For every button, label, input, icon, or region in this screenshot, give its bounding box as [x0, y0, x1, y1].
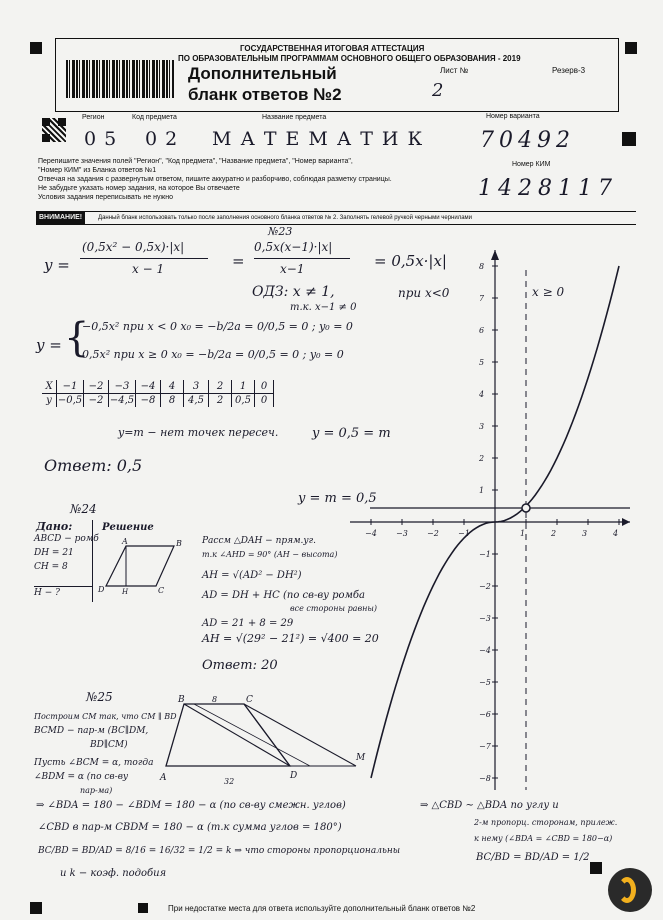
fraction1-den: x − 1	[132, 262, 165, 276]
subject-name-value: МАТЕМАТИК	[212, 128, 432, 150]
kim-label: Номер КИМ	[512, 161, 551, 168]
fraction1-bar	[80, 258, 208, 259]
table-cell-x: 4	[161, 380, 184, 393]
region-label: Регион	[82, 114, 105, 121]
y-tick-label: 4	[479, 390, 485, 399]
system-line-1: −0,5x² при x < 0 x₀ = −b/2a = 0/0,5 = 0 ; y₀ = 0	[82, 320, 353, 333]
given-label: Дано:	[36, 520, 73, 533]
variant-label: Номер варианта	[486, 113, 540, 120]
odz: ОДЗ: x ≠ 1,	[252, 284, 335, 300]
solution25-left: BCMD − пар-м (BC∥DM,	[34, 726, 149, 736]
odz-reason: т.к. x−1 ≠ 0	[290, 302, 357, 313]
y-tick-label: −1	[479, 550, 491, 559]
subject-name-label: Название предмета	[262, 114, 327, 121]
y-tick-label: −4	[479, 646, 491, 655]
system-y: y =	[36, 336, 62, 354]
formula-y: y =	[44, 256, 70, 274]
registration-mark	[30, 902, 42, 914]
task25-number: №25	[86, 690, 113, 704]
x-tick-label: 4	[613, 529, 619, 538]
table-cell-x: 0	[255, 380, 274, 393]
x-tick-label: 2	[551, 529, 557, 538]
y-tick-label: −3	[479, 614, 491, 623]
svg-text:D: D	[290, 771, 298, 781]
y-tick-label: −7	[479, 742, 491, 751]
footer-note: При недостатке места для ответа используйте дополнительный бланк ответов №2	[168, 904, 476, 913]
svg-text:H: H	[122, 588, 129, 596]
fraction1-num: (0,5x² − 0,5x)·|x|	[82, 240, 185, 254]
solution-label: Решение	[102, 522, 154, 533]
y-tick-label: 3	[479, 422, 485, 431]
given-line: ABCD − ромб	[34, 534, 99, 544]
x-axis-arrow	[622, 518, 630, 526]
solution25-right: BC/BD = BD/AD = 1/2	[476, 852, 590, 863]
y-tick-label: −6	[479, 710, 491, 719]
kim-value: 1428117	[478, 176, 618, 201]
solution25-left: ∠BDM = α (по св-ву	[34, 772, 129, 782]
table-cell-y: −8	[136, 394, 161, 407]
page-title-2: бланк ответов №2	[188, 85, 342, 104]
y-tick-label: 8	[479, 262, 485, 271]
rhombus-figure	[96, 536, 196, 596]
x-tick-label: −4	[365, 529, 377, 538]
y-tick-label: 7	[479, 294, 485, 303]
given-line: H − ?	[34, 588, 60, 598]
given-line: CH = 8	[34, 562, 68, 572]
table-cell-x: −3	[109, 380, 136, 393]
solution25-bottom: BC/BD = BD/AD = 8/16 = 16/32 = 1/2 = k ⇒ что стороны пропорциональны	[38, 846, 401, 856]
svg-text:A: A	[160, 773, 167, 783]
svg-text:8: 8	[212, 695, 218, 704]
sheet-label: Лист №	[440, 66, 469, 75]
registration-mark	[590, 862, 602, 874]
solution25-bottom: и k − коэф. подобия	[60, 868, 167, 879]
condition-neg: при x<0	[398, 286, 450, 300]
hollow-point	[522, 504, 530, 512]
instruction-line: Отвечая на задания с развернутым ответом, пишите аккуратно и разборчиво, соблюдая разметку страницы.	[38, 176, 392, 183]
qr-code	[42, 118, 66, 142]
table-cell-x: −4	[136, 380, 161, 393]
table-cell-y: 8	[161, 394, 184, 407]
solution25-bottom: ∠CBD в пар-м CBDM = 180 − α (т.к сумма углов = 180°)	[38, 822, 342, 833]
svg-text:32: 32	[224, 777, 235, 786]
instruction-line: Условия задания переписывать не нужно	[38, 194, 173, 201]
solution25-left: BD∥CM)	[90, 740, 128, 750]
y-tick-label: −5	[479, 678, 491, 687]
solution25-bottom: ⇒ ∠BDA = 180 − ∠BDM = 180 − α (по св-ву смежн. углов)	[36, 800, 346, 811]
table-cell-y: 2	[209, 394, 232, 407]
value-table	[42, 380, 274, 407]
table-cell-x: −1	[57, 380, 84, 393]
table-cell-y: −2	[84, 394, 109, 407]
instruction-line: "Номер КИМ" из Бланка ответов №1	[38, 167, 157, 174]
x-tick-label: 1	[520, 529, 526, 538]
no-intersection-note: y=m − нет точек пересеч.	[118, 426, 279, 439]
table-cell-y: −0,5	[57, 395, 83, 406]
subject-code-label: Код предмета	[132, 114, 177, 121]
given-underline	[34, 586, 92, 587]
given-line: DH = 21	[34, 548, 74, 558]
given-divider	[92, 520, 93, 602]
warning-label: ВНИМАНИЕ!	[36, 212, 85, 224]
table-cell-y: y	[42, 394, 57, 407]
table-cell-x: 3	[184, 380, 209, 393]
table-cell-x: 1	[232, 380, 255, 393]
solution25-left: пар-ма)	[80, 786, 113, 795]
warning-bar	[36, 211, 636, 225]
table-cell-y: 0	[255, 394, 274, 407]
solution25-right: к нему (∠BDA = ∠CBD = 180−α)	[474, 834, 613, 843]
solution24-line: Рассм △DAH − прям.уг.	[202, 536, 317, 546]
solution25-left: Пусть ∠BCM = α, тогда	[34, 758, 154, 768]
task24-number: №24	[70, 502, 97, 516]
simplified-result: = 0,5x·|x|	[374, 252, 447, 270]
site-logo	[608, 868, 652, 912]
line-y-m-label: y = m = 0,5	[298, 491, 377, 506]
reserve-label: Резерв-3	[552, 66, 586, 75]
solution24-line: т.к ∠AHD = 90° (AH − высота)	[202, 550, 338, 559]
registration-mark	[622, 132, 636, 146]
x-tick-label: −3	[396, 529, 408, 538]
solution24-line: AH = √(29² − 21²) = √400 = 20	[202, 632, 379, 645]
svg-text:M: M	[356, 753, 366, 763]
solution25-left: Построим CM так, что CM ∥ BD	[34, 712, 177, 721]
y-equals-m: y = 0,5 = m	[312, 426, 391, 441]
solution25-right: ⇒ △CBD ∼ △BDA по углу и	[420, 800, 559, 811]
sheet-value: 2	[432, 80, 444, 101]
table-cell-x: X	[42, 380, 57, 393]
warning-text: Данный бланк использовать только после заполнения основного бланка ответов № 2. Заполнять гелевой ручкой черными чернилами	[98, 215, 473, 221]
task23-number: №23	[268, 225, 293, 238]
solution24-line: AD = 21 + 8 = 29	[202, 618, 294, 629]
solution24-line: AD = DH + HC (по св-ву ромба	[202, 590, 365, 601]
equals-sign: =	[232, 252, 245, 270]
y-tick-label: 6	[479, 326, 485, 335]
system-brace: {	[64, 315, 90, 361]
table-cell-y: 0,5	[232, 394, 255, 407]
table-cell-x: −2	[84, 380, 109, 393]
y-tick-label: −2	[479, 582, 491, 591]
table-cell-y: −4,5	[109, 395, 135, 406]
y-tick-label: 5	[479, 358, 485, 367]
instruction-line: Перепишите значения полей "Регион", "Код предмета", "Название предмета", "Номер варианта",	[38, 158, 353, 165]
y-tick-label: 2	[479, 454, 485, 463]
page-title-1: Дополнительный	[188, 64, 337, 83]
y-axis-arrow	[491, 250, 499, 260]
svg-text:C: C	[246, 695, 253, 705]
x-tick-label: −2	[427, 529, 439, 538]
table-cell-x: 2	[209, 380, 232, 393]
svg-text:C: C	[158, 586, 165, 595]
solution24-line: все стороны равны)	[290, 604, 378, 613]
solution24-line: AH = √(AD² − DH²)	[202, 570, 302, 581]
registration-mark	[138, 903, 148, 913]
registration-mark	[625, 42, 637, 54]
subject-code-value: 02	[145, 128, 186, 150]
svg-text:B: B	[176, 539, 182, 548]
header-line1: ГОСУДАРСТВЕННАЯ ИТОГОВАЯ АТТЕСТАЦИЯ	[240, 44, 425, 53]
fraction2-den: x−1	[280, 262, 305, 276]
y-tick-label: 1	[479, 486, 485, 495]
system-line-2: 0,5x² при x ≥ 0 x₀ = −b/2a = 0/0,5 = 0 ; y₀ = 0	[82, 348, 344, 361]
header-line2: ПО ОБРАЗОВАТЕЛЬНЫМ ПРОГРАММАМ ОСНОВНОГО ОБЩЕГО ОБРАЗОВАНИЯ - 2019	[178, 54, 521, 63]
barcode	[66, 60, 174, 98]
table-cell-y: 4,5	[184, 394, 209, 407]
region-value: 05	[84, 128, 125, 150]
answer-23: Ответ: 0,5	[44, 456, 143, 475]
svg-text:D: D	[98, 585, 105, 594]
svg-text:A: A	[122, 537, 128, 546]
answer-24: Ответ: 20	[202, 658, 278, 673]
graph-condition: x ≥ 0	[532, 285, 565, 299]
svg-text:B: B	[178, 695, 185, 705]
registration-mark	[30, 42, 42, 54]
instruction-line: Не забудьте указать номер задания, на которое Вы отвечаете	[38, 185, 240, 192]
fraction2-num: 0,5x(x−1)·|x|	[254, 240, 333, 254]
trapezoid-figure	[160, 694, 370, 790]
variant-value: 70492	[480, 128, 575, 153]
solution25-right: 2-м пропорц. сторонам, прилеж.	[474, 818, 618, 827]
x-tick-label: 3	[582, 529, 588, 538]
x-tick-label: −1	[458, 529, 470, 538]
y-tick-label: −8	[479, 774, 491, 783]
